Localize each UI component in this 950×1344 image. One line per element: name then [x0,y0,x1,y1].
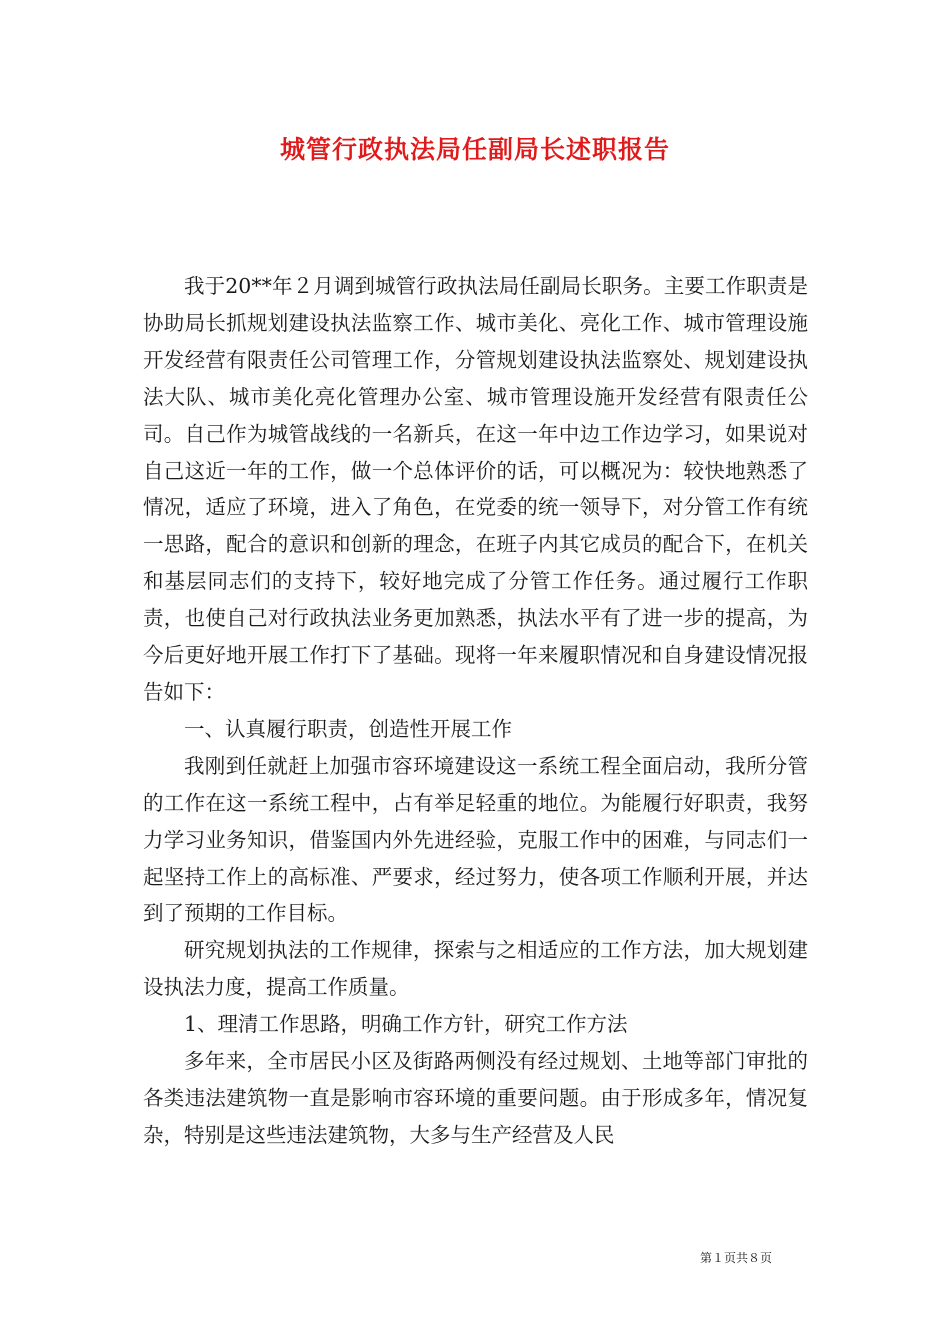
paragraph: 多年来，全市居民小区及街路两侧没有经过规划、土地等部门审批的各类违法建筑物一直是影响市容环境的重要问题。由于形成多年，情况复杂，特别是这些违法建筑物，大多与生产经营及人民 [143,1049,808,1147]
page-number-footer: 第１页共８页 [700,1251,773,1265]
subsection-heading: 1、理清工作思路，明确工作方针，研究工作方法 [184,1012,628,1037]
section-heading: 一、认真履行职责，创造性开展工作 [184,716,512,741]
paragraph: 我刚到任就赶上加强市容环境建设这一系统工程全面启动，我所分管的工作在这一系统工程中，占有举足轻重的地位。为能履行好职责，我努力学习业务知识，借鉴国内外先进经验，克服工作中的困难，与同志们一起坚持工作上的高标准、严要求，经过努力，使各项工作顺利开展，并达到了预期的工作目标。 [143,753,808,926]
document-body [143,268,808,1154]
paragraph: 我于20**年２月调到城管行政执法局任副局长职务。主要工作职责是协助局长抓规划建设执法监察工作、城市美化、亮化工作、城市管理设施开发经营有限责任公司管理工作，分管规划建设执法监察处、规划建设执法大队、城市美化亮化管理办公室、城市管理设施开发经营有限责任公司。自己作为城管战线的一名新兵，在这一年中边工作边学习，如果说对自己这近一年的工作，做一个总体评价的话，可以概况为：较快地熟悉了情况，适应了环境，进入了角色，在党委的统一领导下，对分管工作有统一思路，配合的意识和创新的理念，在班子内其它成员的配合下，在机关和基层同志们的支持下，较好地完成了分管工作任务。通过履行工作职责，也使自己对行政执法业务更加熟悉，执法水平有了进一步的提高，为今后更好地开展工作打下了基础。现将一年来履职情况和自身建设情况报告如下： [143,274,808,704]
paragraph: 研究规划执法的工作规律，探索与之相适应的工作方法，加大规划建设执法力度，提高工作质量。 [143,938,808,1000]
document-title: 城管行政执法局任副局长述职报告 [279,135,670,164]
